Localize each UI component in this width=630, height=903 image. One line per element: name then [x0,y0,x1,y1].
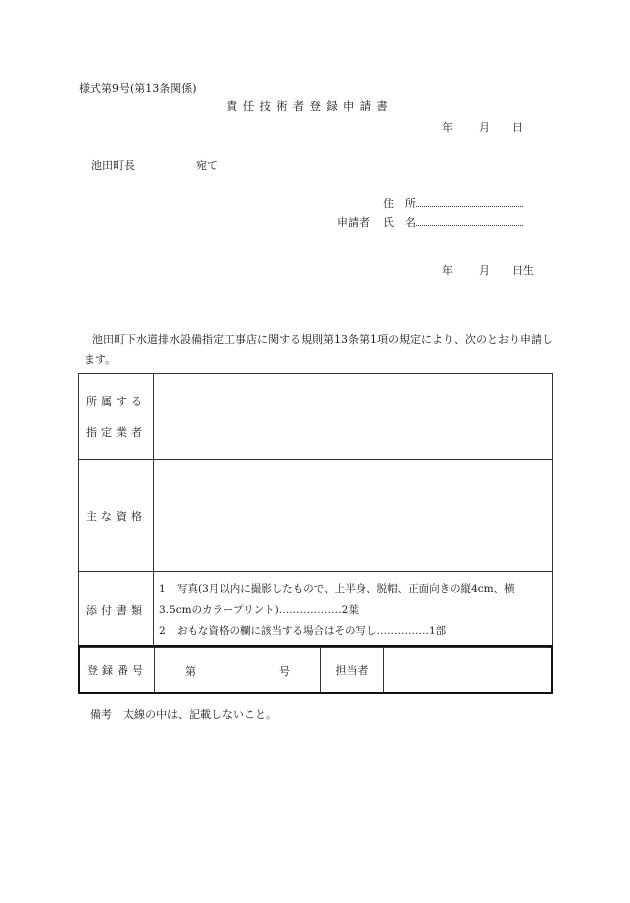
addressee-suffix: 宛て [196,159,218,172]
registration-row [78,645,553,694]
registration-number-cell[interactable] [155,647,321,692]
address-field[interactable] [383,195,523,211]
affiliated-contractor-label-line1: 所属する [86,394,146,408]
main-qualification-label: 主な資格 [79,460,154,571]
application-date-year: 年 [442,121,453,134]
application-date-day: 日 [512,121,523,134]
registration-suffix: 号 [279,665,290,678]
affiliated-contractor-label [79,374,154,459]
application-date-month: 月 [479,121,490,134]
registration-number-label: 登録番号 [80,647,155,692]
attachment-text: おもな資格の欄に該当する場合はその写し……………1部 [177,625,447,637]
attachments-list [154,572,552,647]
attachments-row [79,572,552,648]
main-qualification-row [79,460,552,572]
addressee-name: 池田町長 [91,159,135,172]
attachment-number: 1 [159,583,166,595]
attachment-item-2 [159,621,546,642]
attachment-text: 写真(3月以内に撮影したもので、上半身、脱帽、正面向きの縦4cm、横3.5cmのカラープリント)………………2葉 [159,583,515,616]
birth-month: 月 [479,264,490,277]
body-paragraph: 池田町下水道排水設備指定工事店に関する規則第13条第1項の規定により、次のとおり申請します。 [84,333,553,366]
name-label: 氏 名 [383,216,416,229]
person-in-charge-input[interactable] [384,647,551,692]
attachments-label: 添付書類 [79,572,154,647]
birth-year: 年 [442,264,453,277]
affiliated-contractor-row [79,374,552,460]
address-dotted-line [416,196,523,207]
form-number: 様式第9号(第13条関係) [79,82,197,95]
main-qualification-input[interactable] [154,460,552,571]
address-label: 住 所 [383,197,416,210]
application-table [78,373,553,648]
name-dotted-line [416,215,523,226]
birth-day: 日生 [512,264,534,277]
registration-prefix: 第 [185,665,196,678]
affiliated-contractor-label-line2: 指定業者 [86,425,146,439]
attachment-number: 2 [159,625,166,637]
affiliated-contractor-input[interactable] [154,374,552,459]
person-in-charge-label: 担当者 [321,647,384,692]
applicant-label: 申請者 [337,216,370,229]
document-title: 責任技術者登録申請書 [226,99,393,113]
name-field[interactable] [383,214,523,230]
remark-note: 備考 太線の中は、記載しないこと。 [90,708,277,721]
attachment-item-1 [159,579,546,621]
